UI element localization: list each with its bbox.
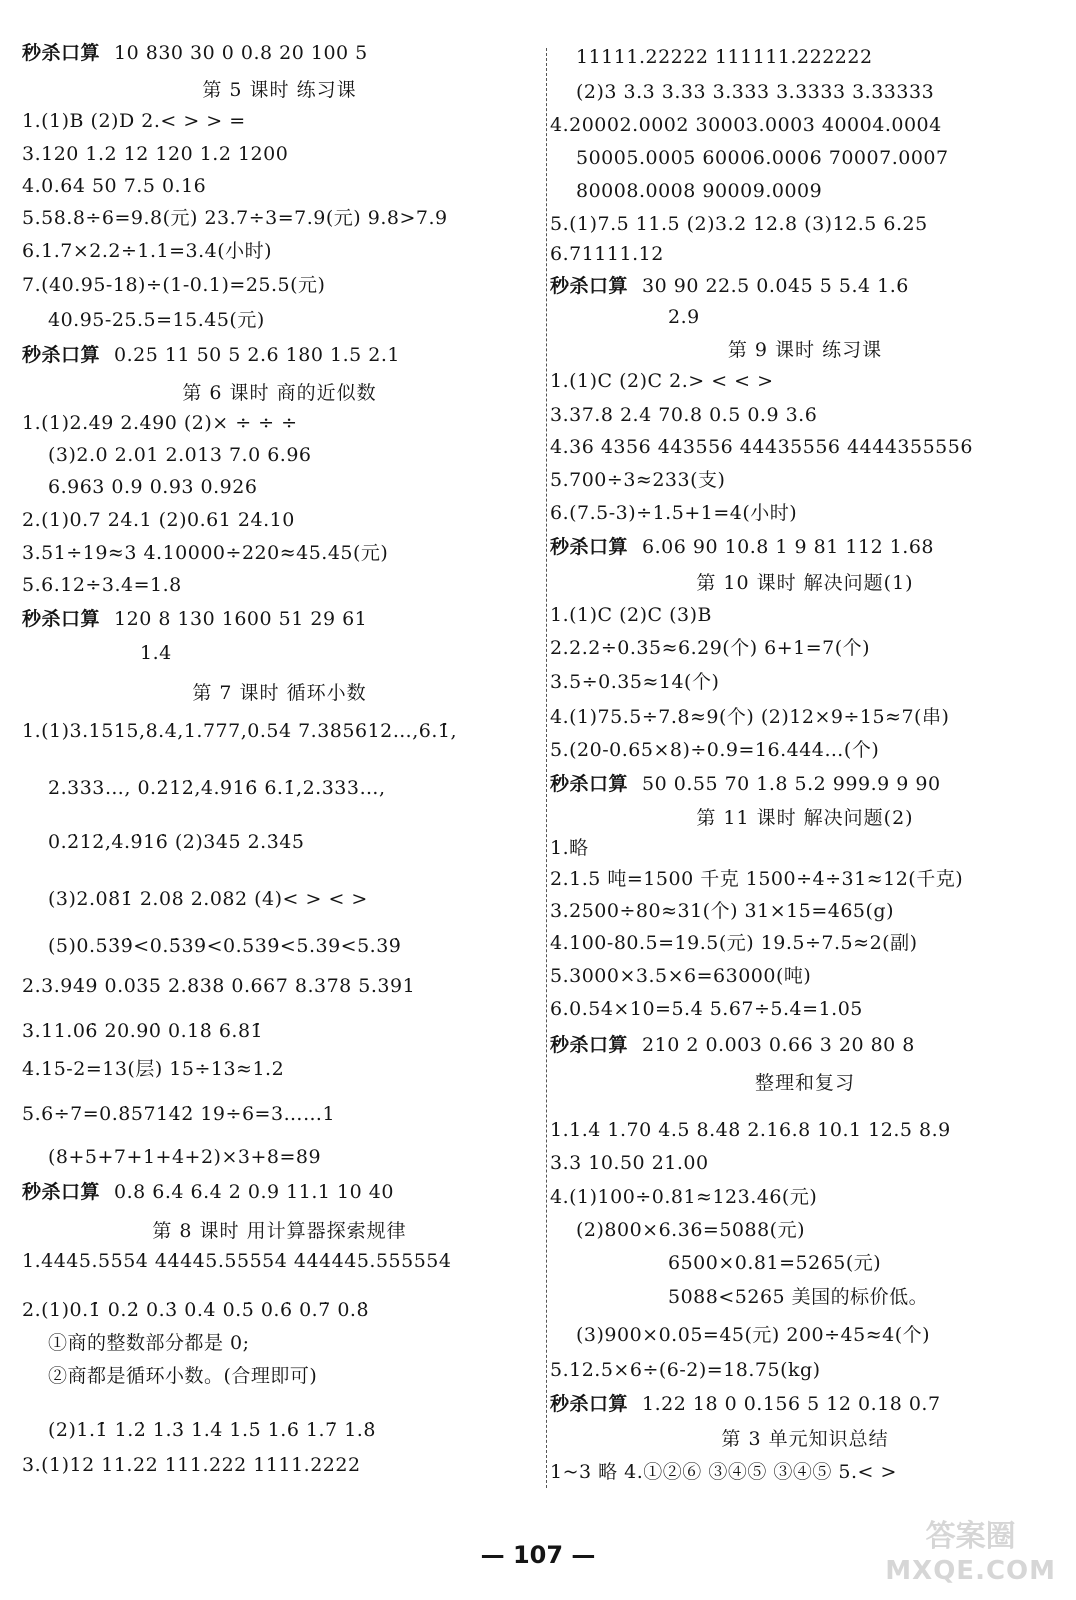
line-text: 2.(1)0.1̇ 0.2̇ 0.3̇ 0.4̇ 0.5̇ 0.6̇ 0.7̇ 0.8̇ — [22, 1299, 370, 1321]
line-text: 第 7 课时 循环小数 — [192, 682, 367, 704]
line-text: 11111.22222 111111.222222 — [576, 46, 873, 68]
line-text: (5)0.53̇9̇<0.5̇39̇<0.539̇<5.39<5.39̇ — [48, 935, 402, 957]
line-text: 5.3000×3.5×6=63000(吨) — [550, 965, 812, 987]
line-text: 4.20002.0002 30003.0003 40004.0004 — [550, 114, 942, 136]
answer-line — [550, 112, 942, 138]
answer-line — [22, 173, 206, 199]
line-text: 1.4445.5554 44445.55554 444445.555554 — [22, 1250, 452, 1272]
answer-line — [22, 572, 182, 598]
oral-calc-label: 秒杀口算 — [22, 42, 101, 64]
line-text: 1.(1)B (2)D 2.< > > = — [22, 110, 246, 132]
answer-line — [550, 1217, 805, 1243]
line-text: 1.1.4̇ 1.70 4.5 8.4̇8̇ 2.16.8 10.1 12.5 8.9 — [550, 1119, 951, 1141]
section-heading — [22, 77, 537, 103]
line-text: 1.(1)C (2)C 2.> < < > — [550, 370, 774, 392]
answer-line — [550, 835, 589, 861]
answer-line — [22, 540, 388, 566]
line-text: 5.58.8÷6=9.8(元) 23.7÷3=7.9(元) 9.8>7.9 — [22, 207, 448, 229]
line-text: 2.3.949 0.035 2.838 0.667 8.378 5.391 — [22, 975, 416, 997]
section-heading — [22, 380, 537, 406]
line-text: 1~3 略 4.①②⑥ ③④⑤ ③④⑤ 5.< > — [550, 1461, 897, 1483]
answer-line — [550, 635, 870, 661]
oral-calc-line — [550, 1391, 941, 1417]
section-heading — [550, 570, 1060, 596]
answer-line — [22, 886, 368, 912]
answer-line — [22, 205, 448, 231]
line-text: 4.(1)75.5÷7.8≈9(个) (2)12×9÷15≈7(串) — [550, 706, 950, 728]
column-divider — [546, 48, 547, 1488]
answer-line — [550, 467, 725, 493]
line-text: 第 5 课时 练习课 — [202, 79, 357, 101]
line-text: 3.11.06̇ 20.90̇ 0.18̇ 6.81̇ — [22, 1020, 264, 1042]
line-text: 2.(1)0.7 24.1 (2)0.61 24.10 — [22, 509, 295, 531]
answer-line — [550, 930, 917, 956]
line-text: 5.6÷7=0.8̇57142̇ 19÷6=3……1 — [22, 1103, 336, 1125]
oral-calc-line — [22, 342, 400, 368]
answer-line — [550, 898, 894, 924]
line-text: 5.6.12÷3.4=1.8 — [22, 574, 182, 596]
answer-line — [22, 1363, 317, 1389]
line-text: 1.(1)C (2)C (3)B — [550, 604, 712, 626]
answer-line — [550, 963, 811, 989]
answer-line — [550, 1250, 881, 1276]
line-text: ②商都是循环小数。(合理即可) — [48, 1365, 318, 1387]
answer-line — [22, 1330, 250, 1356]
answer-line — [550, 402, 817, 428]
answer-line — [22, 1452, 361, 1478]
line-text: 4.36 4356 443556 44435556 4444355556 — [550, 436, 973, 458]
line-text: 120 8 130 1600 51 29 61 — [114, 608, 368, 630]
answer-line — [22, 640, 172, 666]
answer-line — [550, 1284, 928, 1310]
oral-calc-label: 秒杀口算 — [22, 608, 101, 630]
answer-line — [550, 241, 664, 267]
line-text: 6500×0.81=5265(元) — [668, 1252, 882, 1274]
oral-calc-line — [22, 1179, 394, 1205]
answer-line — [22, 442, 312, 468]
line-text: 4.100-80.5=19.5(元) 19.5÷7.5≈2(副) — [550, 932, 918, 954]
line-text: 1.22 18 0 0.156 5 12 0.18 0.7 — [642, 1393, 941, 1415]
line-text: 3.2500÷80≈31(个) 31×15=465(g) — [550, 900, 894, 922]
answer-line — [22, 1144, 321, 1170]
line-text: 第 9 课时 练习课 — [727, 339, 883, 361]
section-heading — [550, 1426, 1060, 1452]
answer-line — [22, 238, 272, 264]
line-text: 7.(40.95-18)÷(1-0.1)=25.5(元) — [22, 274, 326, 296]
answer-line — [22, 410, 298, 436]
answer-line — [22, 141, 288, 167]
answer-line — [22, 1248, 451, 1274]
line-text: 0.8 6.4 6.4 2 0.9 11.1 10 40 — [114, 1181, 394, 1203]
oral-calc-line — [550, 1032, 915, 1058]
line-text: 第 8 课时 用计算器探索规律 — [152, 1220, 407, 1242]
answer-line — [22, 1101, 335, 1127]
line-text: 6.(7.5-3)÷1.5+1=4(小时) — [550, 502, 798, 524]
section-heading — [22, 680, 537, 706]
line-text: 2.9 — [668, 306, 700, 328]
oral-calc-line — [22, 40, 368, 66]
line-text: (3)2.08̇1̇ 2.08 2.082 (4)< > < > — [48, 888, 368, 910]
line-text: 2.1.5 吨=1500 千克 1500÷4÷31≈12(千克) — [550, 868, 964, 890]
line-text: 210 2 0.003 0.66 3 20 80 8 — [642, 1034, 915, 1056]
line-text: 6.1.7×2.2÷1.1=3.4(小时) — [22, 240, 273, 262]
answer-line — [22, 829, 304, 855]
line-text: 5.(20-0.65×8)÷0.9=16.444…(个) — [550, 739, 880, 761]
line-text: 0.2̇12̇,4.9̇16̇ (2)345 2.3̇45̇ — [48, 831, 305, 853]
answer-line — [22, 108, 246, 134]
line-text: 5088<5265 美国的标价低。 — [668, 1286, 929, 1308]
line-text: 6.06 90 10.8 1 9 81 112 1.68 — [642, 536, 935, 558]
line-text: 3.37.8 2.4 70.8 0.5 0.9 3.6 — [550, 404, 818, 426]
section-heading — [550, 337, 1060, 363]
line-text: 0.25 11 50 5 2.6 180 1.5 2.1 — [114, 344, 400, 366]
answer-line — [550, 500, 797, 526]
line-text: 6.71111.12 — [550, 243, 664, 265]
answer-line — [550, 79, 934, 105]
line-text: 1.(1)3.1515,8.4,1.777,0.54 7.385612…,6.1̇, — [22, 720, 458, 742]
answer-line — [22, 1018, 263, 1044]
line-text: 30 90 22.5 0.045 5 5.4 1.6 — [642, 275, 909, 297]
line-text: 4.0.64 50 7.5 0.16 — [22, 175, 207, 197]
line-text: 第 10 课时 解决问题(1) — [696, 572, 914, 594]
oral-calc-label: 秒杀口算 — [550, 1034, 629, 1056]
line-text: 6.963 0.9 0.93 0.926 — [48, 476, 258, 498]
page-number: — 107 — — [480, 1541, 596, 1569]
line-text: 1.(1)2.49 2.490 (2)× ÷ ÷ ÷ — [22, 412, 298, 434]
line-text: 4.(1)100÷0.81≈123.46(元) — [550, 1186, 818, 1208]
line-text: (3)2.0 2.01 2.013 7.0 6.96 — [48, 444, 312, 466]
line-text: 6.0.54×10=5.4 5.67÷5.4=1.05 — [550, 998, 863, 1020]
answer-line — [550, 1150, 709, 1176]
watermark-text: 答案圈 — [925, 1519, 1016, 1554]
answer-line — [22, 272, 325, 298]
answer-line — [550, 602, 712, 628]
answer-line — [550, 866, 963, 892]
answer-line — [550, 178, 822, 204]
answer-line — [22, 307, 265, 333]
oral-calc-line — [550, 534, 934, 560]
watermark-url: MXQE.COM — [885, 1556, 1056, 1586]
answer-line — [550, 434, 973, 460]
answer-line — [550, 211, 928, 237]
answer-line — [22, 1056, 284, 1082]
line-text: 1.4 — [140, 642, 172, 664]
line-text: 2.333…, 0.2̇12̇,4.9̇16̇ 6.1̇,2.333…, — [48, 777, 386, 799]
answer-line — [22, 933, 401, 959]
answer-line — [22, 775, 386, 801]
answer-line — [550, 1322, 930, 1348]
section-heading — [22, 1218, 537, 1244]
section-heading — [550, 805, 1060, 831]
line-text: 第 6 课时 商的近似数 — [182, 382, 377, 404]
line-text: 3.5÷0.35≈14(个) — [550, 671, 720, 693]
answer-line — [550, 304, 700, 330]
answer-line — [22, 973, 415, 999]
answer-line — [22, 474, 257, 500]
line-text: 第 11 课时 解决问题(2) — [696, 807, 914, 829]
answer-line — [550, 368, 774, 394]
line-text: 5.12.5×6÷(6-2)=18.75(kg) — [550, 1359, 821, 1381]
line-text: 10 830 30 0 0.8 20 100 5 — [114, 42, 368, 64]
oral-calc-label: 秒杀口算 — [550, 275, 629, 297]
oral-calc-line — [550, 273, 909, 299]
answer-line — [22, 507, 295, 533]
answer-line — [550, 1184, 817, 1210]
line-text: (3)900×0.05=45(元) 200÷45≈4(个) — [576, 1324, 931, 1346]
line-text: (2)1.1̇ 1.2̇ 1.3̇ 1.4̇ 1.5̇ 1.6̇ 1.7̇ 1.8̇ — [48, 1419, 376, 1441]
line-text: 80008.0008 90009.0009 — [576, 180, 823, 202]
answer-line — [550, 1117, 951, 1143]
line-text: 3.3 10.50 21.00 — [550, 1152, 709, 1174]
answer-line — [22, 718, 457, 744]
line-text: 50 0.55 70 1.8 5.2 999.9 9 90 — [642, 773, 941, 795]
line-text: (8+5+7+1+4+2)×3+8=89 — [48, 1146, 322, 1168]
line-text: 3.(1)12 11.22 111.222 1111.2222 — [22, 1454, 361, 1476]
answer-line — [550, 669, 719, 695]
line-text: 40.95-25.5=15.45(元) — [48, 309, 265, 331]
line-text: 4.15-2=13(层) 15÷13≈1.2 — [22, 1058, 285, 1080]
watermark-logo — [885, 1520, 1056, 1588]
answer-line — [550, 145, 949, 171]
answer-line — [550, 704, 949, 730]
oral-calc-label: 秒杀口算 — [550, 1393, 629, 1415]
answer-line — [22, 1297, 369, 1323]
line-text: 3.120 1.2 12 120 1.2 1200 — [22, 143, 289, 165]
oral-calc-line — [22, 606, 367, 632]
oral-calc-label: 秒杀口算 — [22, 1181, 101, 1203]
section-heading — [550, 1070, 1060, 1096]
line-text: ①商的整数部分都是 0; — [48, 1332, 250, 1354]
answer-line — [550, 996, 863, 1022]
answer-line — [550, 1459, 897, 1485]
line-text: (2)800×6.36=5088(元) — [576, 1219, 806, 1241]
line-text: (2)3 3.3 3.33 3.333 3.3333 3.33333 — [576, 81, 935, 103]
line-text: 5.(1)7.5 11.5 (2)3.2 12.8 (3)12.5 6.25 — [550, 213, 928, 235]
line-text: 5.700÷3≈233(支) — [550, 469, 726, 491]
line-text: 整理和复习 — [754, 1072, 855, 1094]
line-text: 50005.0005 60006.0006 70007.0007 — [576, 147, 949, 169]
line-text: 第 3 单元知识总结 — [721, 1428, 889, 1450]
line-text: 2.2.2÷0.35≈6.29(个) 6+1=7(个) — [550, 637, 871, 659]
oral-calc-line — [550, 771, 941, 797]
oral-calc-label: 秒杀口算 — [550, 773, 629, 795]
answer-line — [550, 44, 873, 70]
line-text: 1.略 — [550, 837, 589, 859]
answer-line — [550, 737, 879, 763]
answer-line — [22, 1417, 376, 1443]
oral-calc-label: 秒杀口算 — [22, 344, 101, 366]
answer-line — [550, 1357, 821, 1383]
oral-calc-label: 秒杀口算 — [550, 536, 629, 558]
line-text: 3.51÷19≈3 4.10000÷220≈45.45(元) — [22, 542, 389, 564]
